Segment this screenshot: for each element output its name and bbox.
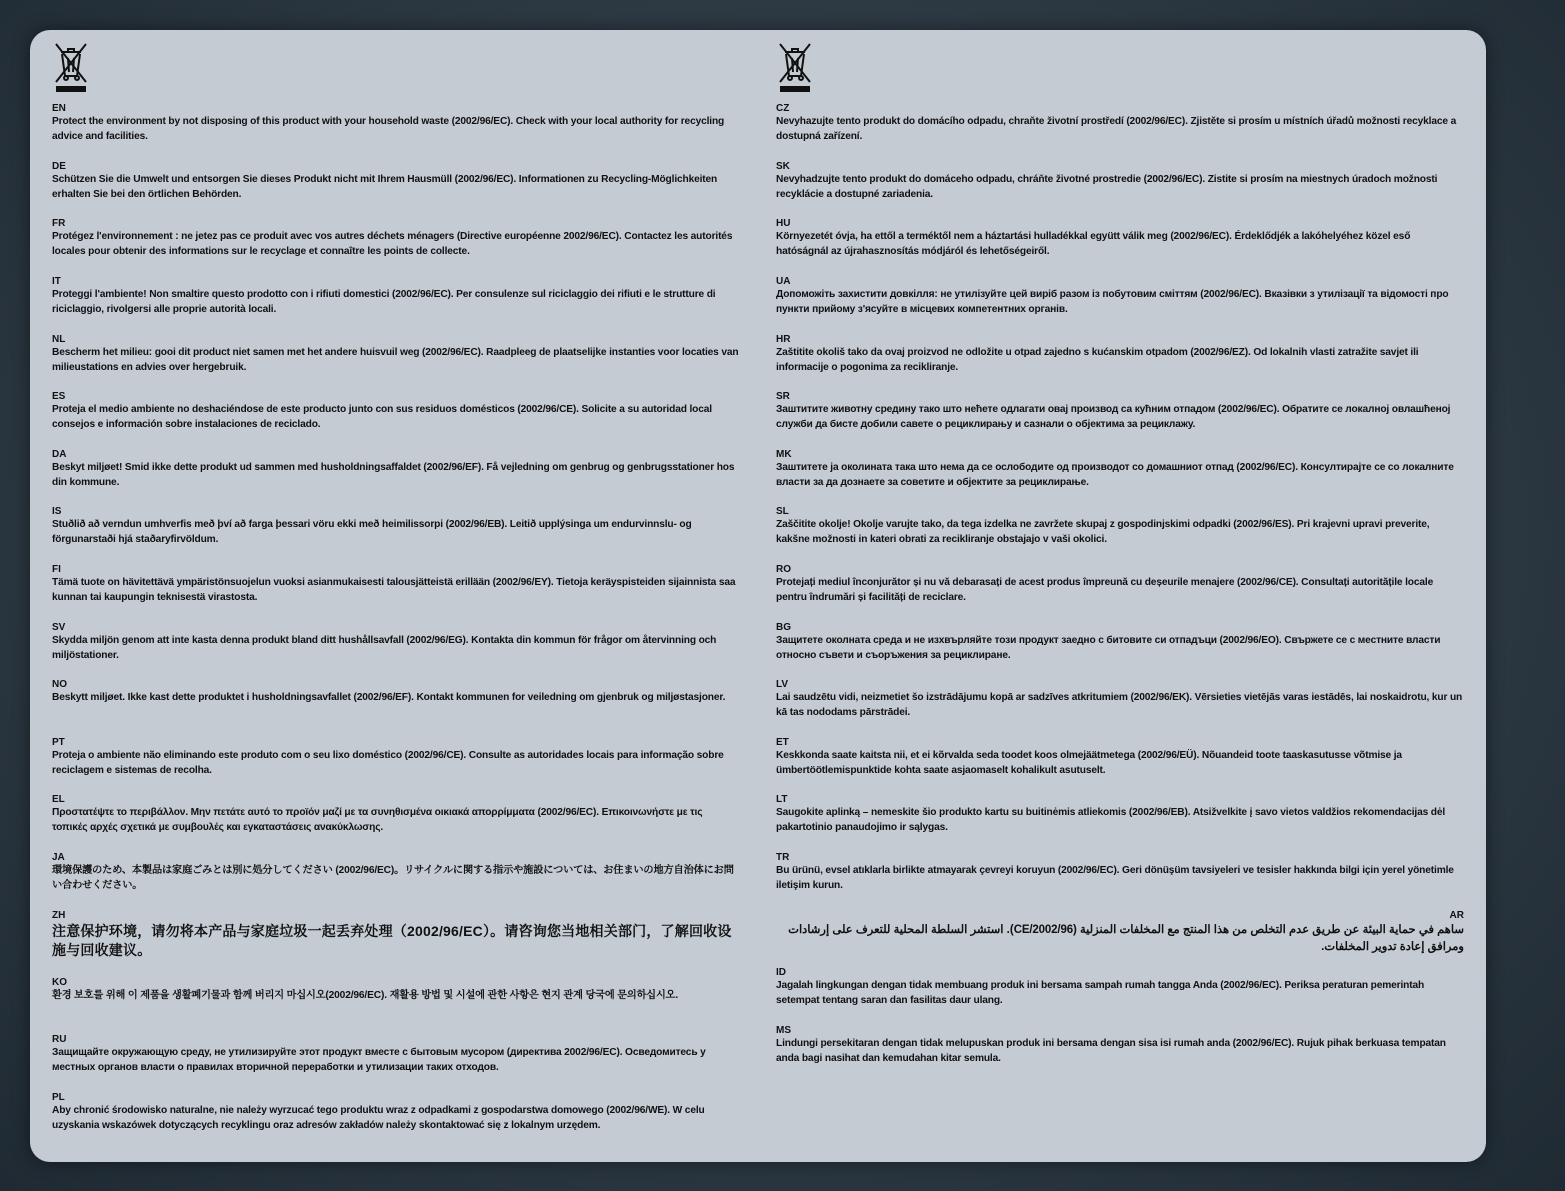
notice-text: Protégez l'environnement : ne jetez pas ce produit avec vos autres déchets ménagers (Directive européenne 2002/96/EC). Contactez les autorités locales pour obtenir des informations sur le recyclage et connaître les points de collecte.: [52, 231, 733, 257]
recycling-notice-cz: [776, 102, 1464, 144]
recycling-notice-lv: [776, 678, 1464, 720]
notice-text: Bescherm het milieu: gooi dit product niet samen met het andere huisvuil weg (2002/96/EC). Raadpleeg de plaatselijke instanties voor locaties van milieustations en advies over hergebruik.: [52, 347, 739, 373]
recycling-notice-en: [52, 102, 740, 144]
notice-text: Proteggi l'ambiente! Non smaltire questo prodotto con i rifiuti domestici (2002/96/EC). Per consulenze sul riciclaggio dei rifiuti e le strutture di riciclaggio, rivolgersi alle proprie autorità locali.: [52, 289, 716, 315]
language-code: LV: [776, 679, 789, 690]
language-code: DE: [52, 161, 66, 172]
recycling-notice-ro: [776, 563, 1464, 605]
recycling-notice-fr: [52, 217, 740, 259]
notice-text: Защитете околната среда и не изхвърляйте този продукт заедно с битовите си отпадъци (2002/96/EO). Свържете се с местните власти относно съвети и съоръжения за рециклиране.: [776, 635, 1441, 661]
notice-text: 環境保護のため、本製品は家庭ごみとは別に処分してください (2002/96/EC)。リサイクルに関する指示や施設については、お住まいの地方自治体にお問い合わせください。: [52, 865, 734, 891]
notice-text: Stuðlið að verndun umhverfis með því að farga þessari vöru ekki með heimilissorpi (2002/96/EB). Leitið upplýsinga um endurvinnslu- og förgunarstaði hjá staðaryfirvöldum.: [52, 519, 692, 545]
notice-text: Proteja o ambiente não eliminando este produto com o seu lixo doméstico (2002/96/CE). Consulte as autoridades locais para informação sobre reciclagem e sistemas de recolha.: [52, 750, 724, 776]
language-code: ID: [776, 967, 786, 978]
language-code: KO: [52, 977, 67, 988]
recycling-notice-fi: [52, 563, 740, 605]
recycling-notice-no: [52, 678, 740, 706]
recycling-notice-is: [52, 505, 740, 547]
language-code: FR: [52, 218, 66, 229]
weee-bin-icon: [776, 40, 816, 96]
language-code: SR: [776, 391, 790, 402]
language-code: CZ: [776, 103, 790, 114]
notice-text: Jagalah lingkungan dengan tidak membuang produk ini bersama sampah rumah tangga Anda (2002/96/EC). Periksa peraturan pemerintah setempat tentang saran dan fasilitas daur ulang.: [776, 980, 1425, 1006]
notice-text: Заштитете ја околината така што нема да се ослободите од производот со домашниот отпад (2002/96/EC). Консултирајте се со локалните власти за да дознаете за советите и објектите за рециклирање.: [776, 462, 1454, 488]
language-code: IS: [52, 506, 62, 517]
notice-text: Beskyt miljøet! Smid ikke dette produkt ud sammen med husholdningsaffaldet (2002/96/EF). Få vejledning om genbrug og genbrugsstationer hos din kommune.: [52, 462, 735, 488]
language-code: RO: [776, 564, 791, 575]
language-code: RU: [52, 1034, 67, 1045]
language-code: ES: [52, 391, 66, 402]
notice-text: Zaštitite okoliš tako da ovaj proizvod ne odložite u otpad zajedno s kućanskim otpadom (2002/96/EZ). Od lokalnih vlasti zatražite savjet ili informacije o pogonima za recikliranje.: [776, 347, 1419, 373]
language-code: EN: [52, 103, 66, 114]
recycling-notice-sv: [52, 621, 740, 663]
recycling-notice-ua: [776, 275, 1464, 317]
notice-text: Lindungi persekitaran dengan tidak melupuskan produk ini bersama dengan sisa isi rumah anda (2002/96/EC). Rujuk pihak berkuasa tempatan anda bagi nasihat dan kemudahan kitar semula.: [776, 1038, 1446, 1064]
notice-text: Nevyhadzujte tento produkt do domáceho odpadu, chráňte životné prostredie (2002/96/EC). Zistite si prosím na miestnych úradoch možnosti recyklácie a dostupné zariadenia.: [776, 174, 1438, 200]
recycling-notice-it: [52, 275, 740, 317]
recycling-notice-ko: [52, 976, 740, 1004]
language-code: PL: [52, 1092, 65, 1103]
recycling-notice-ar: [776, 909, 1464, 956]
language-code: DA: [52, 449, 67, 460]
notice-text: Proteja el medio ambiente no deshaciéndose de este producto junto con sus residuos domésticos (2002/96/CE). Solicite a su autoridad local consejos e información sobre instalaciones de reciclado.: [52, 404, 712, 430]
notice-text: Защищайте окружающую среду, не утилизируйте этот продукт вместе с бытовым мусором (директива 2002/96/EC). Осведомитесь у местных органов власти о правилах вторичной переработки и утилизации таких отходов.: [52, 1047, 706, 1073]
notice-text: Допоможіть захистити довкілля: не утилізуйте цей виріб разом із побутовим сміттям (2002/96/EC). Вказівки з утилізації та відомості про пункти прийому з'ясуйте в місцевих компетентних органів.: [776, 289, 1449, 315]
language-code: MS: [776, 1025, 791, 1036]
recycling-notice-hr: [776, 333, 1464, 375]
notice-text: Saugokite aplinką – nemeskite šio produkto kartu su buitinėmis atliekomis (2002/96/EB). Atsižvelkite į savo vietos valdžios rekomendacijas dėl pakartotinio panaudojimo ir sąlygas.: [776, 807, 1446, 833]
notice-text: 注意保护环境，请勿将本产品与家庭垃圾一起丢弃处理（2002/96/EC）。请咨询您当地相关部门，了解回收设施与回收建议。: [52, 923, 732, 958]
language-code: PT: [52, 737, 65, 748]
recycling-notice-id: [776, 966, 1464, 1008]
notice-text: Tämä tuote on hävitettävä ympäristönsuojelun vuoksi asianmukaisesti talousjätteistä erillään (2002/96/EY). Tietoja keräyspisteiden sijainnista saa kunnan tai kaupungin teknisestä virastosta.: [52, 577, 736, 603]
recycling-notice-el: [52, 793, 740, 835]
recycling-notice-de: [52, 160, 740, 202]
recycling-notice-ru: [52, 1033, 740, 1075]
language-code: IT: [52, 276, 61, 287]
language-code: UA: [776, 276, 791, 287]
language-code: NL: [52, 334, 66, 345]
language-code: SV: [52, 622, 66, 633]
recycling-notice-es: [52, 390, 740, 432]
notice-text: Skydda miljön genom att inte kasta denna produkt bland ditt hushållsavfall (2002/96/EG). Kontakta din kommun för frågor om återvinning och miljöstationer.: [52, 635, 717, 661]
notice-text: Заштитите животну средину тако што нећете одлагати овај производ са кућним отпадом (2002/96/EC). Обратите се локалној овлашћеној служби да бисте добили савете о рециклирању и сазнали о објектима за рециклажу.: [776, 404, 1451, 430]
language-code: ET: [776, 737, 789, 748]
notice-text: Környezetét óvja, ha ettől a terméktől nem a háztartási hulladékkal együtt válik meg (2002/96/EC). Érdeklődjék a lakóhelyéhez közel eső hatóságnál az újrahasznosítás módjáról és lehetőségeiről.: [776, 231, 1411, 257]
notice-text: ساهم في حماية البيئة عن طريق عدم التخلص من هذا المنتج مع المخلفات المنزلية (CE/2002/96). استشر السلطة المحلية للتعرف على إرشادات ومرافق إعادة تدوير المخلفات.: [788, 924, 1464, 953]
notice-text: Keskkonda saate kaitsta nii, et ei kõrvalda seda toodet koos olmejäätmetega (2002/96/EÜ). Nõuandeid toote taaskasutusse võtmise ja ümbertöötlemispunktide kohta saate asjaomaselt kohalikult asutuselt.: [776, 750, 1402, 776]
recycling-notice-lt: [776, 793, 1464, 835]
language-code: SK: [776, 161, 790, 172]
language-code: SL: [776, 506, 789, 517]
language-code: FI: [52, 564, 61, 575]
recycling-notice-pl: [52, 1091, 740, 1133]
document-sheet: [30, 30, 1486, 1162]
recycling-notice-bg: [776, 621, 1464, 663]
language-code: TR: [776, 852, 790, 863]
weee-bin-icon: [52, 40, 92, 96]
recycling-notice-mk: [776, 448, 1464, 490]
notice-text: Beskytt miljøet. Ikke kast dette produktet i husholdningsavfallet (2002/96/EF). Kontakt kommunen for veiledning om gjenbruk og miljøstasjoner.: [52, 692, 726, 703]
recycling-notice-zh: [52, 909, 740, 960]
language-code: BG: [776, 622, 791, 633]
notice-text: Schützen Sie die Umwelt und entsorgen Sie dieses Produkt nicht mit Ihrem Hausmüll (2002/96/EC). Informationen zu Recycling-Möglichkeiten erhalten Sie bei den örtlichen Behörden.: [52, 174, 718, 200]
recycling-notice-et: [776, 736, 1464, 778]
language-code: ZH: [52, 910, 66, 921]
recycling-notice-hu: [776, 217, 1464, 259]
recycling-notice-pt: [52, 736, 740, 778]
language-code: EL: [52, 794, 65, 805]
language-code: NO: [52, 679, 67, 690]
recycling-notice-ms: [776, 1024, 1464, 1066]
language-code: JA: [52, 852, 65, 863]
notice-text: Protejați mediul înconjurător și nu vă debarasați de acest produs împreună cu deșeurile menajere (2002/96/CE). Consultați autoritățile locale pentru îndrumări și facilități de reciclare.: [776, 577, 1434, 603]
notice-text: Zaščitite okolje! Okolje varujte tako, da tega izdelka ne zavržete skupaj z gospodinjskimi odpadki (2002/96/ES). Pri krajevni upravi preverite, kakšne možnosti in kateri obrati za recikliranje obstajajo v vaši okolici.: [776, 519, 1430, 545]
notice-text: Προστατέψτε το περιβάλλον. Μην πετάτε αυτό το προϊόν μαζί με τα συνηθισμένα οικιακά απορρίμματα (2002/96/EC). Επικοινωνήστε με τις τοπικές αρχές σχετικά με συμβουλές και εγκαταστάσεις ανακύκλωσης.: [52, 807, 703, 833]
language-code: AR: [1449, 910, 1464, 921]
language-code: LT: [776, 794, 788, 805]
recycling-notice-sr: [776, 390, 1464, 432]
recycling-notice-da: [52, 448, 740, 490]
notice-text: Lai saudzētu vidi, neizmetiet šo izstrādājumu kopā ar sadzīves atkritumiem (2002/96/EK). Vērsieties vietējās varas iestādēs, lai noskaidrotu, kur un kā tas nododams pārstrādei.: [776, 692, 1463, 718]
notice-text: Protect the environment by not disposing of this product with your household waste (2002/96/EC). Check with your local authority for recycling advice and facilities.: [52, 116, 725, 142]
language-code: HU: [776, 218, 791, 229]
language-code: MK: [776, 449, 792, 460]
notice-text: 환경 보호를 위해 이 제품을 생활폐기물과 함께 버리지 마십시오(2002/96/EC). 재활용 방법 및 시설에 관한 사항은 현지 관계 당국에 문의하십시오.: [52, 990, 679, 1001]
notice-text: Nevyhazujte tento produkt do domácího odpadu, chraňte životní prostředí (2002/96/EC). Zjistěte si prosím u místních úřadů možnosti recyklace a dostupná zařízení.: [776, 116, 1457, 142]
language-code: HR: [776, 334, 791, 345]
recycling-notice-sl: [776, 505, 1464, 547]
recycling-notice-tr: [776, 851, 1464, 893]
notice-text: Aby chronić środowisko naturalne, nie należy wyrzucać tego produktu wraz z odpadkami z gospodarstwa domowego (2002/96/WE). W celu uzyskania wskazówek dotyczących recyklingu oraz adresów zakładów należy skontaktować się z lokalnym urzędem.: [52, 1105, 705, 1131]
recycling-notice-sk: [776, 160, 1464, 202]
recycling-notice-nl: [52, 333, 740, 375]
notice-text: Bu ürünü, evsel atıklarla birlikte atmayarak çevreyi koruyun (2002/96/EC). Geri dönüşüm tavsiyeleri ve tesisler hakkında bilgi için yerel yönetimle iletişim kurun.: [776, 865, 1454, 891]
recycling-notice-ja: [52, 851, 740, 893]
